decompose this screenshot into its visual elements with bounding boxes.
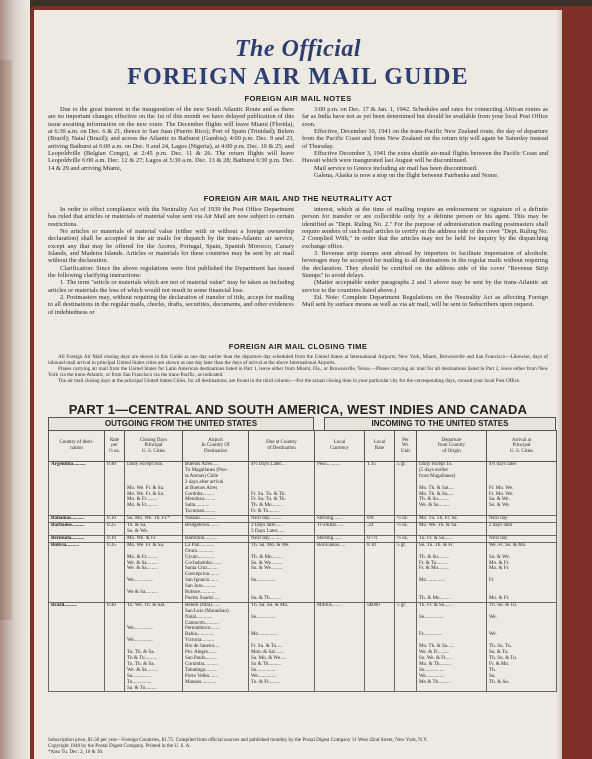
table-cell: Bridgetown........ [183, 523, 249, 536]
country-cell: Bahamas.......... [49, 516, 105, 523]
col-header: Due at Country of Destination [249, 431, 315, 462]
country-cell: Argentina.......... [49, 462, 105, 516]
neutrality-left-para: In order to effect compliance with the Neutrality Act of 1939 the Post Office Department has ruled that articles or materials of material value sent via Air Mail are now subject to certain restrictions. [48, 206, 294, 228]
col-header: Airport In Country Of Destination [183, 431, 249, 462]
table-row [49, 535, 557, 542]
table-cell: Milreis........ [315, 602, 365, 692]
table-header-row [49, 431, 557, 462]
table-cell: Peso........... [315, 462, 365, 516]
table-cell: 5 gr. [395, 542, 417, 602]
table-cell: La Paz............ Oruro............. Uyuni............. Cochabamba........ Santa Cruz........ Concepcion........ San Ignacio....... San Jose.......... Robore............ Puerto Suarez..... [183, 542, 249, 602]
table-cell: Next day [487, 516, 557, 523]
closing-para: Planes carrying air mail from the United States for Latin American destinations listed in Part 1, leave either from Miami, Fla., or Brownsville, Texas.—Planes carrying air mail for all destinations listed in Part 2, leave either from New York via the trans-Atlantic, or from San Francisco via the trans-Pacific, as indicated. [48, 366, 548, 378]
col-header: Local Currency [315, 431, 365, 462]
table-cell: Mo. We. Th. & Sa. [417, 523, 487, 536]
table-row [49, 542, 557, 602]
closing-para: The air mail closing days at the principal United States Cities, for all destinations, are found in the third column.—For the actual closing time in your particular city for the corresponding days, consult your local Post Office. [58, 378, 521, 384]
title-line-2: FOREIGN AIR MAIL GUIDE [127, 64, 469, 90]
table-cell: 0.40 [105, 602, 125, 692]
table-cell: 4½ days later Fr. Mo. We. Fr. Mo. We. Sa. & We. Su. & We. [487, 462, 557, 516]
table-cell: ½ oz. [395, 523, 417, 536]
notes-right-para: Galena, Alaska is now a stop on the flight between Fairbanks and Nome. [314, 172, 499, 180]
table-cell: Tu. We. Th. & Sat. We............... We............... Tu. Th. & Sa. Th & Tu.......... Tu. Th. & Sa. We. & Sa......... Sa............... Tu............... Sa. & Tu......... [125, 602, 183, 692]
col-header: Departure from Country of Origin [417, 431, 487, 462]
col-header: Rate per ½ oz. [105, 431, 125, 462]
country-cell: Brazil.......... [49, 602, 105, 692]
table-cell: 2 days later [487, 523, 557, 536]
guide-page [34, 10, 562, 759]
notes-right-para: Mail service to Greece including air mail has been discontinued. [314, 164, 478, 172]
table-cell: Sterling....... [315, 516, 365, 523]
table-cell: 5 gr. [395, 602, 417, 692]
table-cell: Belem (Para)...... Sao Luiz (Maranhao). Natal............. Camocim........... Pernambuco........ Bahia............. Victoria.......... Rio de Janeiro.... Pto. Alegre....... Sao Paulo......... Corumba........... Tabatinga......... Porto Velho....... Manaos............ [183, 602, 249, 692]
table-cell: Mo. We. & Fr. [125, 535, 183, 542]
country-cell: Barbados.......... [49, 523, 105, 536]
table-cell: Buenos Aires..... To Magallanes (Pun- ta Arenas) Chile 2 days after arrival at Buenos Aires Cordoba......... Mendoza......... Salta........... Tucuman......... [183, 462, 249, 516]
table-cell: Mo. Tu. Th. Fr. Sa. [417, 516, 487, 523]
table-cell: 1.15 [365, 462, 395, 516]
table-cell: Next day.......... [249, 516, 315, 523]
table-cell: Bolivianos..... [315, 542, 365, 602]
table-cell: 4½ Days Later.... Fr. Su. Tu. & Th. Fr. Su. Tu. & Th. Th. & Mo......... Fr. & Tu......... [249, 462, 315, 516]
neutrality-left-column [48, 206, 294, 316]
table-cell: Nassau............ [183, 516, 249, 523]
table-cell: Sterling....... [315, 535, 365, 542]
closing-para: All Foreign Air Mail closing days are shown in this Guide as one day earlier than the departure day scheduled from the United States at International Airports; New York, Miami, Brownsville and San Francisco—Likewise, days of inbound mail arrival in principal United States cities are shown as one day later than the days of arrival at the above International Airports. [48, 354, 548, 366]
table-cell: Next day.......... [249, 535, 315, 542]
table-row [49, 462, 557, 516]
footer-line: Subscription price, $1.50 per year—Foreign Countries, $1.75. Compiled from official sources and published monthly by the Postal Digest Company 11 West 42nd Street, New York, N.Y. [48, 737, 428, 743]
table-cell: 0/8 [365, 516, 395, 523]
col-header: Per Wt. Unit [395, 431, 417, 462]
table-cell: Tu. Fr. & Su...... Su............... Fr............... Mo. Th. & Sa..... We. & Fr......... Su. We. & Fr..... Mo. & Th......... Su............... We............... Mo & Th.......... [417, 602, 487, 692]
table-cell: Su. Mo. We. Th. Fr.* [125, 516, 183, 523]
table-cell: Th. Sa. Mo. & We. Th. & Mo......... Su. & We......... Su. & We......... Su............... Su. & Th......... [249, 542, 315, 602]
country-cell: Bolivia.......... [49, 542, 105, 602]
table-cell: 0/7½ [365, 535, 395, 542]
col-header: Arrival at Principal U. S. Cities [487, 431, 557, 462]
table-cell: Th. Sa. Su. & Mo. Su............... Mo............... Fr. Su. & Tu..... Mon. & Sat....... Sa. Mo. & We..... Su & Th.......... Su............... We............... Tu. & Fr......... [249, 602, 315, 692]
table-row [49, 516, 557, 523]
book-spine-edge [0, 0, 30, 759]
outgoing-label: OUTGOING FROM THE UNITED STATES [48, 417, 314, 431]
table-cell: Next day [487, 535, 557, 542]
table-cell: Su. Tu. Th. & Fr. Th. & Su......... Fr. & Tu......... Fr. & Mo......... Mo............... Th. & Mo......... [417, 542, 487, 602]
table-cell: 0.10 [105, 516, 125, 523]
notes-right-column [302, 106, 548, 179]
neutrality-right-para: Ed. Note: Complete Department Regulations on the Neutrality Act as affecting Foreign Mail sent by surface means as well as via air mail, will be sent to Subscribers upon request. [302, 294, 548, 309]
country-cell: Bermuda.......... [49, 535, 105, 542]
col-header: Country of desti- nation [49, 431, 105, 462]
notes-right-para: Effective December 3, 1941 the extra shuttle air-mail flights between the Pacific Coast and Hawaii which were inaugurated last August will be discontinued. [302, 150, 548, 165]
closing-heading: FOREIGN AIR MAIL CLOSING TIME [228, 342, 368, 351]
notes-right-para: 3:00 p.m. on Dec. 17 & Jan. 1, 1942. Schedules and rates for connecting African routes as far as India have not as yet been determined but should be available from your local Post Office soon. [302, 106, 548, 128]
table-cell: Daily except Sun. Mo. We. Fr. & Sa. Mo. We. Fr. & Sa. Mo. & Fr......... Mo. & Fr......... [125, 462, 183, 516]
neutrality-right-para: interest, which at the time of mailing require an endorsement or signature of a definite person for transfer or are collectible only by a definite person or his agent. This may be identified as "Dept. Ruling No. 2." For the purpose of administration mailing postmasters shall require senders of such mail articles to certify on the address side of the cover "Dept. Ruling No. 2 Complied With," in order that the articles may not be held for inquiry by the dispatching exchange office. [302, 206, 548, 250]
notes-right-para: Effective, December 10, 1941 on the trans-Pacific New Zealand route, the day of departure from the Pacific Coast and from New Zealand on the return trip will again be Saturday instead of Thursday. [302, 128, 548, 150]
footer-line: Copyright 1940 by the Postal Digest Company. Printed in the U. S. A. [48, 743, 191, 749]
closing-text [48, 354, 548, 384]
table-cell: 2 Days later...... 3 Days Later...... [249, 523, 315, 536]
table-cell: 0.25 [105, 523, 125, 536]
col-header: Closing Days Principal U. S. Cities [125, 431, 183, 462]
neutrality-left-para: 1. The term "article or materials which are not of material value" may be taken as including articles or materials the loss of which would not result in some financial loss. [48, 279, 294, 294]
notes-left-para: Due to the great interest in the inauguration of the new South Atlantic Route and as there are no important changes effective on the 1st of this month we have delayed publication of this issue awaiting information on the new route. The December flights will leave Miami (Florida), at 6:30 a.m. on Dec. 6 & 21, thence to San Juan (Puerto Rico); Port of Spain (Trinidad); Belem (Brazil); Natal (Brazil); and across the Atlantic to Bathurst (Gambia); 4:00 p.m. Dec. 9 and 23, arriving Bathurst at 6:00 a.m. on Dec. 9 and 24, Lagos (Nigeria), at 4:00 p.m. Dec. 10 & 25; and Leopoldville (Belgian Congo), at 2:45 p.m. Dec. 11 & 26. The return flights will leave Leopoldville 6:00 a.m. Dec. 12 & 27; Lagos at 5:30 a.m. Dec. 13 & 28; Bathurst 6:30 p.m. Dec. 14 & 29 and arriving Miami, [48, 106, 294, 172]
neutrality-left-para: 2. Postmasters may, without requiring the declaration of transfer of title, accept for mailing to all destinations in the regular mails, checks, drafts, securities, documents, and other evidences of indebtedness or [48, 294, 294, 316]
table-cell: .24 [365, 523, 395, 536]
table-row [49, 602, 557, 692]
col-header: Local Rate [365, 431, 395, 462]
neutrality-right-para: 3. Revenue strip stamps sent abroad by importers to facilitate importation of alcoholic beverages may be accepted for mailing to all destinations in the regular mails without requiring the declaration. They should be certified on the address side of the cover "Revenue Strip Stamps" to avoid delays. [302, 250, 548, 280]
neutrality-left-para: No articles or materials of material value (either with or without a foreign ownership declaration) shall be accepted in the air mails for dispatch by the trans-Atlantic air service, except any that may be offered for the Azores, Portugal, Spain, Spanish Morocco, Canary Islands, and Madeira Islands. Articles or materials for these countries may be sent by air mail without the declaration. [48, 228, 294, 265]
table-cell: 0.40 [105, 462, 125, 516]
notes-heading: FOREIGN AIR MAIL NOTES [244, 94, 352, 103]
neutrality-right-para: (Matter acceptable under paragraphs 2 and 3 above may be sent by the trans-Atlantic air service to the countries listed above.) [302, 279, 548, 294]
neutrality-right-column [302, 206, 548, 309]
table-cell: ½ oz. [395, 535, 417, 542]
table-cell: 0.10 [105, 535, 125, 542]
neutrality-heading: FOREIGN AIR MAIL AND THE NEUTRALITY ACT [203, 194, 393, 203]
table-cell: 5 gr. [395, 462, 417, 516]
table-row [49, 523, 557, 536]
table-cell: Th. Su. & Tu. We. We. Th. Su. Tu. Su. & Tu. Th. Su. & Tu. Fr. & Mo. Th. Su. Th. & Su. [487, 602, 557, 692]
notes-left-column [48, 106, 294, 172]
footer [48, 737, 428, 755]
table-cell: We. Fr. Su. & Mo. Su. & We. Mo. & Fr. Mo. & Fr. Fr. Mo. & Fr. [487, 542, 557, 602]
table-cell: Hamilton.......... [183, 535, 249, 542]
table-cell: ½ oz. [395, 516, 417, 523]
table-cell: 8.10 [365, 542, 395, 602]
part-title: PART 1—CENTRAL AND SOUTH AMERICA, WEST INDIES AND CANADA [68, 402, 528, 417]
schedule-table [48, 430, 557, 692]
table-cell: 5$000 [365, 602, 395, 692]
neutrality-left-para: Clarification: Since the above regulations were first published the Department has issued the following clarifying instructions: [48, 264, 294, 280]
table-cell: Daily except Tu. (5 days earlier from Magallanes) Mo. Th. & Sat.... Mo. Th. & Sa..... Th. & Su......... We. & Sa......... [417, 462, 487, 516]
table-cell: 0.35 [105, 542, 125, 602]
title-line-1: The Official [234, 36, 362, 62]
table-cell: Mo. We. Fr. & Sa. Mo. & Fr......... We. & Sa......... We. & Sa......... We............... We & Sa.......... [125, 542, 183, 602]
footer-line: *Also Tu. Dec. 2, 16 & 30. [48, 749, 104, 755]
incoming-label: INCOMING TO THE UNITED STATES [324, 417, 556, 431]
table-cell: Tu. Fr. & Su...... [417, 535, 487, 542]
table-cell: Tr-Dollar...... [315, 523, 365, 536]
table-cell: Tu. & Sa. Su. & We. [125, 523, 183, 536]
